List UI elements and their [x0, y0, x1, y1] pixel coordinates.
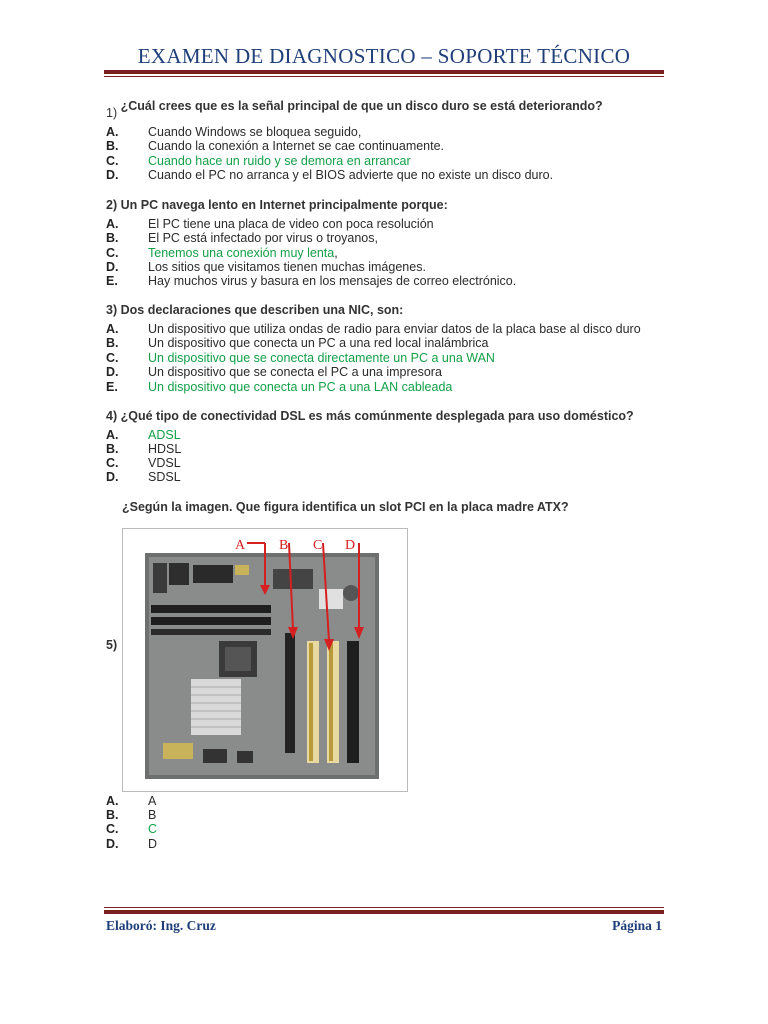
option-3b: B. Un dispositivo que conecta un PC a una red local inalámbrica [106, 336, 489, 350]
motherboard-image [123, 529, 407, 791]
option-1a: A. Cuando Windows se bloquea seguido, [106, 125, 362, 139]
agp-slot [285, 633, 295, 753]
option-5d: D. D [106, 837, 158, 851]
question-number: 4) [106, 409, 118, 423]
question-1 [106, 99, 603, 120]
option-1c: C. Cuando hace un ruido y se demora en arrancar [106, 154, 411, 168]
option-5c: C. C [106, 822, 158, 836]
option-4a: A. ADSL [106, 428, 181, 442]
footer-rule-thin [104, 907, 664, 908]
question-number: 2) [106, 198, 118, 212]
question-number: 3) [106, 303, 118, 317]
option-4c: C. VDSL [106, 456, 181, 470]
option-4b: B. HDSL [106, 442, 182, 456]
question-3 [106, 303, 403, 317]
header-rule [104, 70, 664, 74]
motherboard-figure [122, 528, 408, 792]
option-3c: C. Un dispositivo que se conecta directamente un PC a una WAN [106, 351, 495, 365]
option-2e: E. Hay muchos virus y basura en los mensajes de correo electrónico. [106, 274, 517, 288]
question-2 [106, 198, 448, 212]
question-5-number: 5) [106, 638, 118, 652]
option-1d: D. Cuando el PC no arranca y el BIOS advierte que no existe un disco duro. [106, 168, 554, 182]
question-4 [106, 409, 634, 423]
option-4d: D. SDSL [106, 470, 181, 484]
question-text: Un PC navega lento en Internet principalmente porque: [120, 198, 448, 212]
footer-author: Elaboró: Ing. Cruz [106, 918, 216, 933]
label-b: B [279, 538, 289, 553]
question-number: 1) [106, 106, 118, 120]
option-2b: B. El PC está infectado por virus o troyanos, [106, 231, 378, 245]
option-2c: C. Tenemos una conexión muy lenta, [106, 246, 338, 260]
option-1b: B. Cuando la conexión a Internet se cae continuamente. [106, 139, 445, 153]
question-text: ¿Cuál crees que es la señal principal de que un disco duro se está deteriorando? [120, 99, 603, 113]
footer-page-number: Página 1 [612, 918, 662, 933]
option-5a: A. A [106, 794, 157, 808]
option-3d: D. Un dispositivo que se conecta el PC a una impresora [106, 365, 442, 379]
black-slot [347, 641, 359, 763]
question-5-text: ¿Según la imagen. Que figura identifica un slot PCI en la placa madre ATX? [122, 500, 569, 514]
header-rule-thin [104, 76, 664, 77]
option-5b: B. B [106, 808, 157, 822]
label-c: C [313, 538, 323, 553]
option-3a: A. Un dispositivo que utiliza ondas de radio para enviar datos de la placa base al disco duro [106, 322, 641, 336]
question-text: Dos declaraciones que describen una NIC, son: [120, 303, 404, 317]
footer-rule [104, 910, 664, 914]
page-title: EXAMEN DE DIAGNOSTICO – SOPORTE TÉCNICO [137, 44, 631, 68]
label-a: A [235, 538, 246, 553]
label-d: D [345, 538, 356, 553]
option-3e: E. Un dispositivo que conecta un PC a una LAN cableada [106, 380, 453, 394]
option-2a: A. El PC tiene una placa de video con poca resolución [106, 217, 434, 231]
question-text: ¿Qué tipo de conectividad DSL es más comúnmente desplegada para uso doméstico? [120, 409, 634, 423]
option-2d: D. Los sitios que visitamos tienen muchas imágenes. [106, 260, 426, 274]
